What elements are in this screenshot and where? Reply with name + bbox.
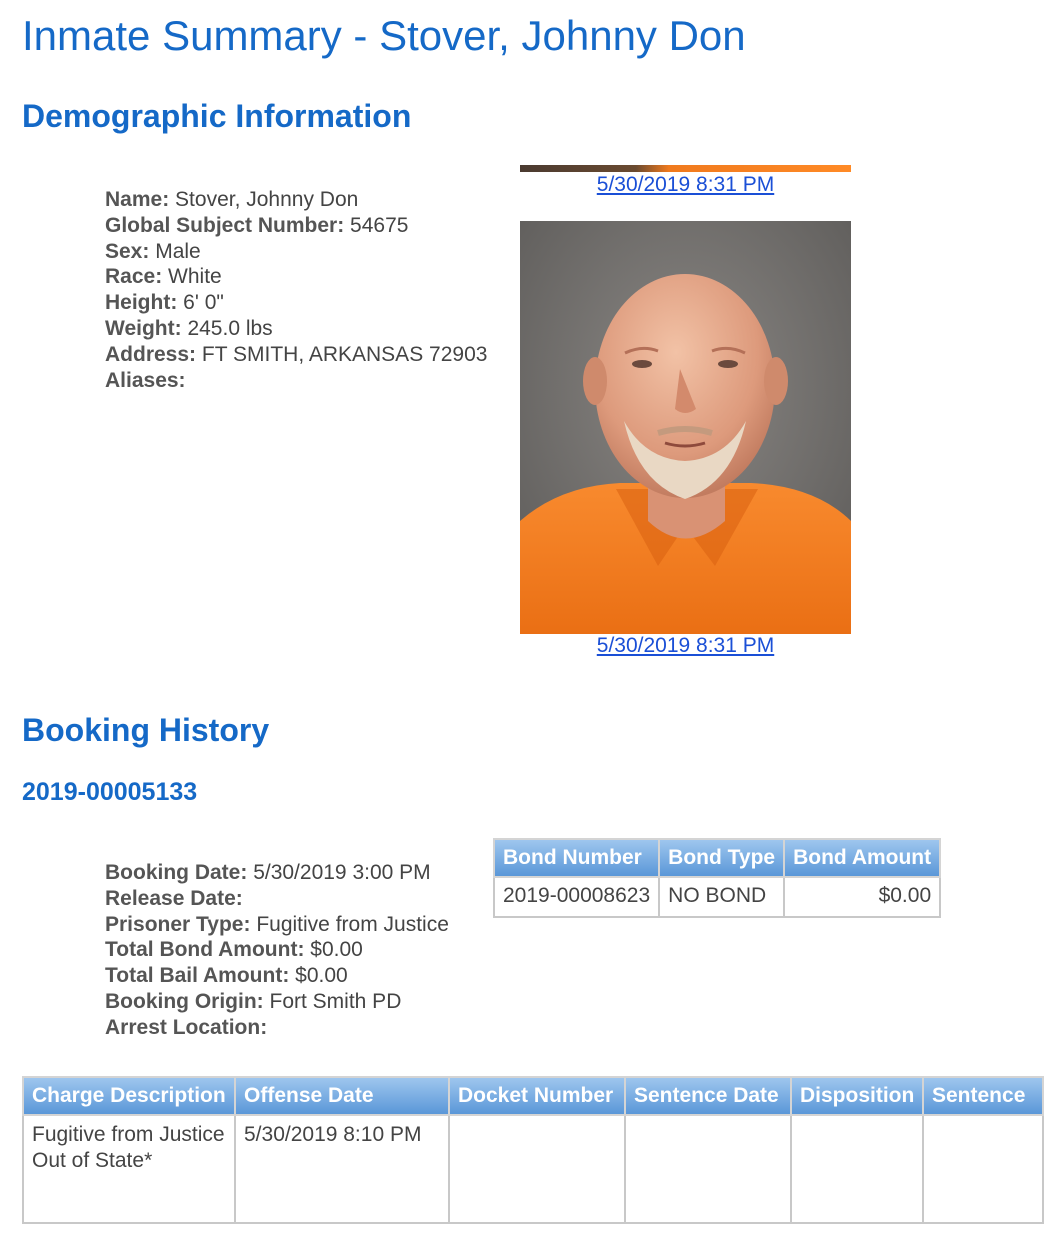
info-label: Sex: (105, 239, 150, 263)
weight-row (105, 316, 487, 342)
photo-date-link[interactable]: 5/30/2019 8:31 PM (596, 173, 775, 196)
info-label: Weight: (105, 316, 182, 340)
table-header-row (23, 1077, 1043, 1115)
aliases-row (105, 368, 487, 394)
info-value: $0.00 (310, 938, 363, 962)
info-value: Fugitive from Justice (256, 912, 449, 936)
bond-number-cell: 2019-00008623 (494, 877, 659, 917)
info-value: Male (155, 239, 201, 263)
info-label: Booking Origin: (105, 989, 264, 1013)
docket-number-cell (449, 1115, 625, 1223)
name-row (105, 187, 487, 213)
booking-date-row (105, 860, 449, 886)
info-value: $0.00 (295, 964, 348, 988)
prisoner-type-row (105, 912, 449, 938)
total-bail-amount-row (105, 963, 449, 989)
total-bond-amount-row (105, 937, 449, 963)
info-label: Address: (105, 342, 197, 366)
column-header[interactable]: Disposition (791, 1077, 923, 1115)
info-value: 6' 0" (183, 291, 224, 315)
bond-type-cell: NO BOND (659, 877, 784, 917)
column-header[interactable]: Bond Amount (784, 839, 940, 877)
mugshot-photo[interactable] (520, 221, 851, 634)
sentence-cell (923, 1115, 1043, 1223)
bond-amount-cell: $0.00 (784, 877, 940, 917)
page-title: Inmate Summary - Stover, Johnny Don (22, 12, 746, 59)
info-label: Arrest Location: (105, 1015, 268, 1039)
booking-history-heading: Booking History (22, 712, 270, 748)
sex-row (105, 239, 487, 265)
info-value: Fort Smith PD (269, 989, 402, 1013)
info-label: Global Subject Number: (105, 213, 345, 237)
demographic-heading: Demographic Information (22, 98, 412, 134)
info-label: Name: (105, 188, 170, 211)
table-row (23, 1115, 1043, 1223)
column-header[interactable]: Offense Date (235, 1077, 449, 1115)
info-value: White (168, 265, 222, 289)
info-label: Aliases: (105, 368, 186, 392)
charges-table (22, 1076, 1044, 1224)
info-label: Prisoner Type: (105, 912, 251, 936)
race-row (105, 264, 487, 290)
global-subject-number-row (105, 213, 487, 239)
offense-date-cell: 5/30/2019 8:10 PM (235, 1115, 449, 1223)
table-header-row (494, 839, 940, 877)
disposition-cell (791, 1115, 923, 1223)
info-value: FT SMITH, ARKANSAS 72903 (201, 342, 488, 366)
booking-origin-row (105, 989, 449, 1015)
column-header[interactable]: Bond Number (494, 839, 659, 877)
column-header[interactable]: Charge Description (23, 1077, 235, 1115)
address-row (105, 342, 487, 368)
info-label: Total Bail Amount: (105, 964, 290, 988)
booking-info (105, 860, 449, 1041)
arrest-location-row (105, 1015, 449, 1041)
booking-number-heading: 2019-00005133 (22, 778, 198, 806)
table-row (494, 877, 940, 917)
height-row (105, 290, 487, 316)
photo-date-link[interactable]: 5/30/2019 8:31 PM (596, 634, 775, 657)
info-label: Release Date: (105, 886, 243, 910)
info-value: Stover, Johnny Don (175, 188, 359, 211)
release-date-row (105, 886, 449, 912)
info-value: 5/30/2019 3:00 PM (253, 861, 431, 884)
charges-table-container (22, 1076, 1026, 1216)
info-label: Height: (105, 291, 178, 315)
info-label: Race: (105, 265, 163, 289)
column-header[interactable]: Docket Number (449, 1077, 625, 1115)
column-header[interactable]: Bond Type (659, 839, 784, 877)
charge-description-cell: Fugitive from Justice Out of State* (23, 1115, 235, 1223)
column-header[interactable]: Sentence (923, 1077, 1043, 1115)
bond-table (493, 838, 941, 918)
previous-photo-thumbnail[interactable] (520, 165, 851, 172)
info-label: Booking Date: (105, 861, 248, 884)
info-value: 54675 (350, 213, 409, 237)
column-header[interactable]: Sentence Date (625, 1077, 791, 1115)
sentence-date-cell (625, 1115, 791, 1223)
info-value: 245.0 lbs (187, 316, 273, 340)
info-label: Total Bond Amount: (105, 938, 305, 962)
demographic-info (105, 187, 487, 393)
